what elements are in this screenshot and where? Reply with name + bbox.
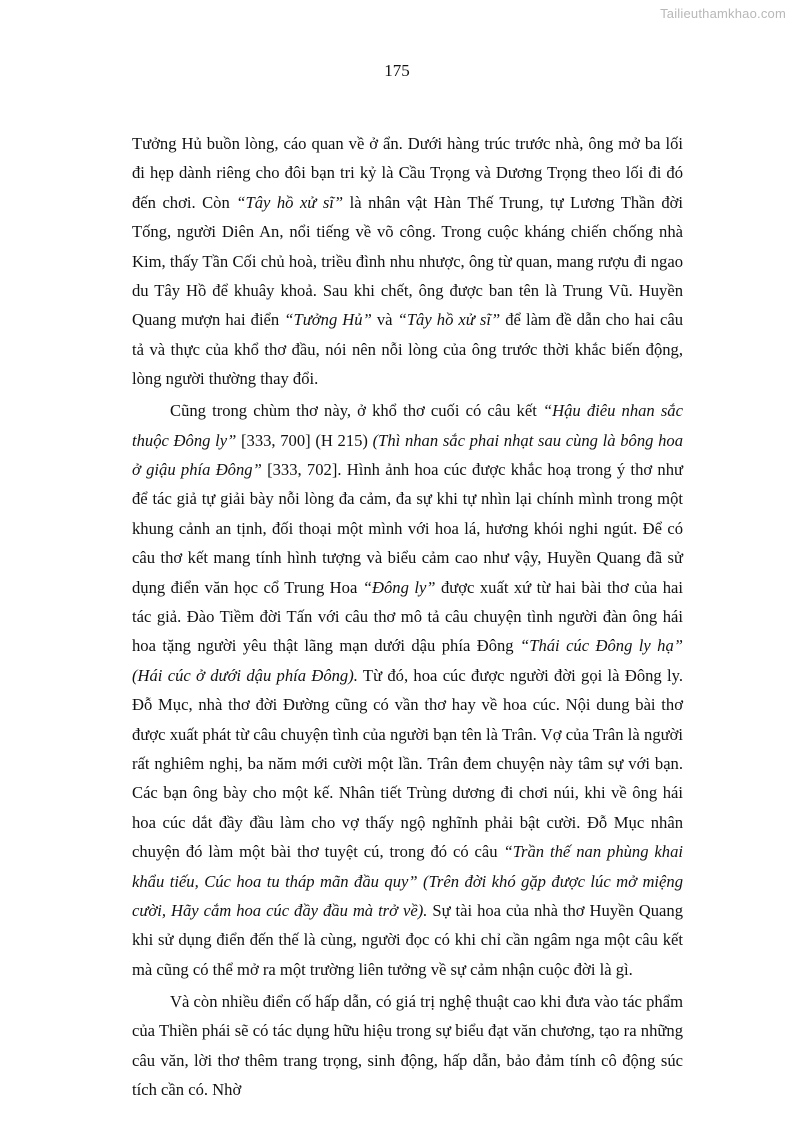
italic-text-run: “Hậu điêu nhan sắc thuộc Đông ly” [132, 401, 683, 450]
text-run: Sự tài hoa của nhà thơ Huyền Quang khi sử dụng điển đến thế là cùng, người đọc có khi chỉ cần ngâm nga một câu kết mà cũng có thể mở ra một trường liên tưởng về sự cảm nhận cuộc đời là gì. [132, 901, 683, 979]
page-number: 175 [384, 61, 410, 80]
text-run: [333, 702]. Hình ảnh hoa cúc được khắc hoạ trong ý thơ như để tác giả tự giải bày nỗi lòng đa cảm, đa sự khi tự nhìn lại chính mình trong một khung cảnh an tịnh, đối thoại một mình với hoa lá, hương khói nghi ngút. Để có câu thơ kết mang tính hình tượng và biểu cảm cao như vậy, Huyền Quang đã sử dụng điển văn học cổ Trung Hoa [132, 459, 684, 597]
text-run: và [371, 310, 398, 330]
watermark: Tailieuthamkhao.com [660, 6, 786, 21]
italic-text-run: “Đông ly” [362, 577, 436, 597]
text-run: để làm đề dẫn cho hai câu tả và thực của khổ thơ đầu, nói nên nỗi lòng của ông trước thời khắc biến động, lòng người thường thay đổi. [132, 310, 683, 389]
paragraph [132, 396, 683, 984]
text-run: Tưởng Hủ buồn lòng, cáo quan về ở ẩn. Dưới hàng trúc trước nhà, ông mở ba lối đi hẹp dành riêng cho đôi bạn tri kỷ là Cầu Trọng và Dương Trọng theo lối đi đó đến chơi. Còn [132, 134, 683, 212]
paragraph [132, 987, 683, 1105]
text-run: [333, 700] (H 215) [236, 430, 373, 450]
italic-text-run: “Thái cúc Đông ly hạ” (Hái cúc ở dưới dậu phía Đông). [132, 636, 683, 685]
text-run: Cũng trong chùm thơ này, ở khổ thơ cuối có câu kết [170, 401, 543, 421]
text-run: là nhân vật Hàn Thế Trung, tự Lương Thần đời Tống, người Diên An, nổi tiếng về võ công. Trong cuộc kháng chiến chống nhà Kim, thấy Tần Cối chủ hoà, triều đình nhu nhược, ông từ quan, mang rượu đi ngao du Tây Hồ để khuây khoả. Sau khi chết, ông được ban tên là Trung Vũ. Huyền Quang mượn hai điển [132, 192, 683, 330]
italic-text-run: (Thì nhan sắc phai nhạt sau cùng là bông hoa ở giậu phía Đông” [132, 430, 683, 479]
paragraph [132, 129, 683, 394]
body-text [132, 129, 683, 1107]
italic-text-run: “Tây hồ xử sĩ” [397, 310, 501, 330]
text-run: được xuất xứ từ hai bài thơ của hai tác giả. Đào Tiềm đời Tấn với câu thơ mô tả câu chuyện tình người đàn ông hái hoa tặng người yêu thật lãng mạn dưới dậu phía Đông [132, 577, 683, 656]
italic-text-run: “Tưởng Hủ” [284, 310, 372, 330]
italic-text-run: “Tây hồ xử sĩ” [236, 192, 344, 212]
text-run: Từ đó, hoa cúc được người đời gọi là Đông ly. Đỗ Mục, nhà thơ đời Đường cũng có vần thơ hay về hoa cúc. Nội dung bài thơ được xuất phát từ câu chuyện tình của người bạn tên là Trân. Vợ của Trân là người rất nghiêm nghị, ba năm mới cười một lần. Trân đem chuyện này tâm sự với bạn. Các bạn ông bày cho một kế. Nhân tiết Trùng dương đi chơi núi, khi về ông hái hoa cúc dắt đầy đầu làm cho vợ thấy ngộ nghĩnh phải bật cười. Đỗ Mục nhân chuyện đó làm một bài thơ tuyệt cú, trong đó có câu [132, 665, 683, 862]
text-run: Và còn nhiều điển cố hấp dẫn, có giá trị nghệ thuật cao khi đưa vào tác phẩm của Thiền phái sẽ có tác dụng hữu hiệu trong sự biểu đạt văn chương, tạo ra những câu văn, lời thơ thêm trang trọng, sinh động, hấp dẫn, bảo đảm tính cô động súc tích cần có. Nhờ [132, 991, 683, 1099]
italic-text-run: “Trần thế nan phùng khai khẩu tiếu, Cúc hoa tu tháp mãn đầu quy” (Trên đời khó gặp được lúc mở miệng cười, Hãy cắm hoa cúc đầy đầu mà trở về). [132, 842, 684, 921]
